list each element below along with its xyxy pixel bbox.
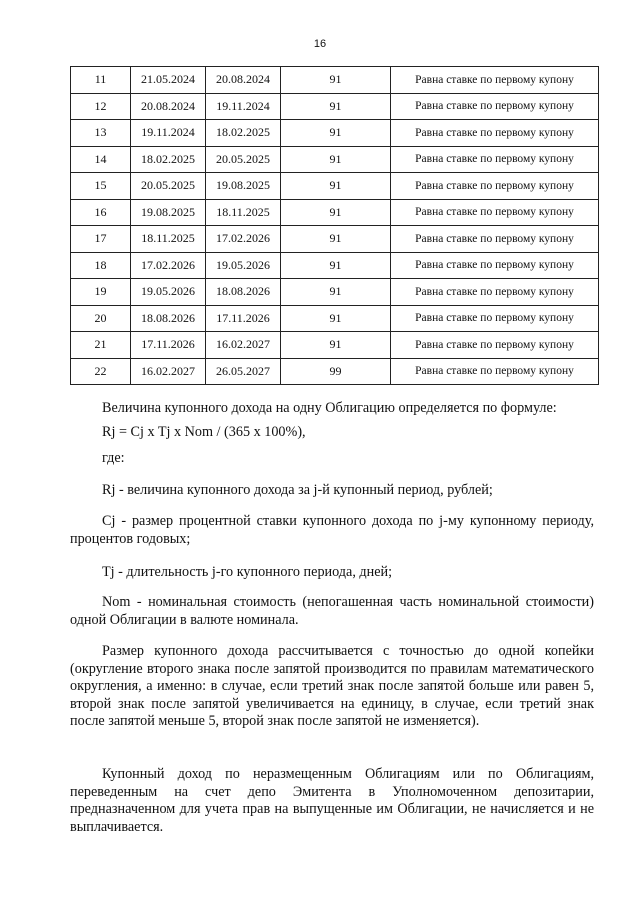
coupon-table-body <box>71 67 599 385</box>
coupon-number-cell: 16 <box>71 199 131 226</box>
coupon-rate-cell: Равна ставке по первому купону <box>391 146 599 173</box>
period-days-cell: 91 <box>281 305 391 332</box>
table-row <box>71 120 599 147</box>
coupon-rate-cell: Равна ставке по первому купону <box>391 305 599 332</box>
coupon-number-cell: 17 <box>71 226 131 253</box>
period-days-cell: 91 <box>281 332 391 359</box>
period-end-cell: 19.05.2026 <box>206 252 281 279</box>
table-row <box>71 332 599 359</box>
table-row <box>71 146 599 173</box>
period-start-cell: 18.11.2025 <box>131 226 206 253</box>
definition-rj: Rj - величина купонного дохода за j-й купонный период, рублей; <box>102 482 493 498</box>
formula-intro: Величина купонного дохода на одну Облигацию определяется по формуле: <box>102 400 557 416</box>
coupon-number-cell: 20 <box>71 305 131 332</box>
period-days-cell: 91 <box>281 67 391 94</box>
coupon-number-cell: 13 <box>71 120 131 147</box>
period-days-cell: 91 <box>281 226 391 253</box>
period-start-cell: 17.02.2026 <box>131 252 206 279</box>
period-start-cell: 19.08.2025 <box>131 199 206 226</box>
period-end-cell: 20.05.2025 <box>206 146 281 173</box>
where-label: где: <box>102 450 125 466</box>
table-row <box>71 358 599 385</box>
table-row <box>71 226 599 253</box>
coupon-rate-cell: Равна ставке по первому купону <box>391 252 599 279</box>
table-row <box>71 67 599 94</box>
period-end-cell: 20.08.2024 <box>206 67 281 94</box>
coupon-number-cell: 22 <box>71 358 131 385</box>
coupon-rate-cell: Равна ставке по первому купону <box>391 279 599 306</box>
coupon-rate-cell: Равна ставке по первому купону <box>391 226 599 253</box>
coupon-rate-cell: Равна ставке по первому купону <box>391 93 599 120</box>
rounding-paragraph: Размер купонного дохода рассчитывается с точностью до одной копейки (округление второго знака после запятой производится по правилам математического округления, а именно: в случае, если третий знак после запятой больше или равен 5, второй знак после запятой увеличивается на единицу, в случае, если третий знак после запятой меньше 5, второй знак после запятой не изменяется). <box>70 643 594 729</box>
table-row <box>71 305 599 332</box>
period-start-cell: 19.11.2024 <box>131 120 206 147</box>
table-row <box>71 279 599 306</box>
definition-nom: Nom - номинальная стоимость (непогашенная часть номинальной стоимости) одной Облигации в валюте номинала. <box>70 594 594 628</box>
definition-tj: Tj - длительность j-го купонного периода, дней; <box>102 564 393 580</box>
period-start-cell: 21.05.2024 <box>131 67 206 94</box>
coupon-number-cell: 11 <box>71 67 131 94</box>
period-start-cell: 20.05.2025 <box>131 173 206 200</box>
period-start-cell: 17.11.2026 <box>131 332 206 359</box>
period-start-cell: 18.02.2025 <box>131 146 206 173</box>
coupon-rate-cell: Равна ставке по первому купону <box>391 332 599 359</box>
period-start-cell: 20.08.2024 <box>131 93 206 120</box>
period-days-cell: 99 <box>281 358 391 385</box>
coupon-rate-cell: Равна ставке по первому купону <box>391 120 599 147</box>
period-end-cell: 16.02.2027 <box>206 332 281 359</box>
table-row <box>71 199 599 226</box>
period-days-cell: 91 <box>281 120 391 147</box>
period-days-cell: 91 <box>281 252 391 279</box>
period-end-cell: 18.08.2026 <box>206 279 281 306</box>
coupon-rate-cell: Равна ставке по первому купону <box>391 358 599 385</box>
period-days-cell: 91 <box>281 199 391 226</box>
coupon-formula: Rj = Cj x Tj x Nom / (365 x 100%), <box>102 424 306 440</box>
period-days-cell: 91 <box>281 279 391 306</box>
coupon-rate-cell: Равна ставке по первому купону <box>391 67 599 94</box>
page-number: 16 <box>313 38 327 50</box>
table-row <box>71 93 599 120</box>
period-days-cell: 91 <box>281 93 391 120</box>
period-start-cell: 19.05.2026 <box>131 279 206 306</box>
period-days-cell: 91 <box>281 146 391 173</box>
coupon-rate-cell: Равна ставке по первому купону <box>391 199 599 226</box>
period-end-cell: 17.02.2026 <box>206 226 281 253</box>
unplaced-bonds-paragraph: Купонный доход по неразмещенным Облигациям или по Облигациям, переведенным на счет депо Эмитента в Уполномоченном депозитарии, предназначенном для учета прав на выпущенные им Облигации, не начисляется и не выплачивается. <box>70 766 594 835</box>
period-end-cell: 17.11.2026 <box>206 305 281 332</box>
period-end-cell: 18.11.2025 <box>206 199 281 226</box>
period-days-cell: 91 <box>281 173 391 200</box>
coupon-number-cell: 18 <box>71 252 131 279</box>
period-start-cell: 18.08.2026 <box>131 305 206 332</box>
coupon-number-cell: 15 <box>71 173 131 200</box>
coupon-number-cell: 21 <box>71 332 131 359</box>
coupon-number-cell: 14 <box>71 146 131 173</box>
coupon-schedule-table <box>70 66 599 385</box>
table-row <box>71 173 599 200</box>
period-end-cell: 26.05.2027 <box>206 358 281 385</box>
period-end-cell: 19.11.2024 <box>206 93 281 120</box>
period-end-cell: 18.02.2025 <box>206 120 281 147</box>
coupon-rate-cell: Равна ставке по первому купону <box>391 173 599 200</box>
table-row <box>71 252 599 279</box>
definition-cj: Cj - размер процентной ставки купонного дохода по j-му купонному периоду, процентов годовых; <box>70 513 594 547</box>
period-end-cell: 19.08.2025 <box>206 173 281 200</box>
coupon-number-cell: 19 <box>71 279 131 306</box>
coupon-number-cell: 12 <box>71 93 131 120</box>
period-start-cell: 16.02.2027 <box>131 358 206 385</box>
